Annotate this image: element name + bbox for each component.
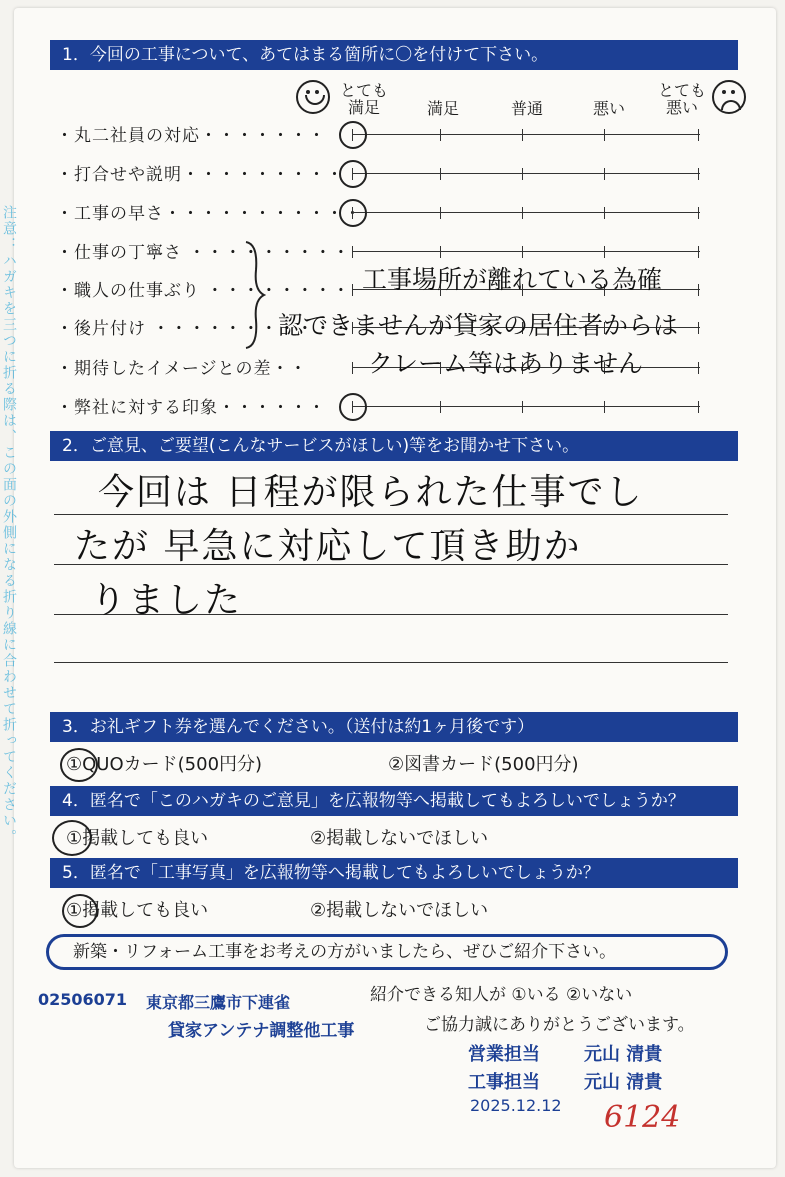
rating-tick[interactable] [522, 168, 523, 180]
rating-tick[interactable] [604, 129, 605, 141]
handwritten-number: 6124 [604, 1100, 681, 1135]
frown-icon [712, 80, 746, 114]
thank-you: ご協力誠にありがとうございます。 [424, 1015, 695, 1035]
rating-tick[interactable] [698, 362, 699, 374]
scale-very-satisfied: とても満足 [340, 81, 389, 117]
brace-icon [244, 240, 266, 350]
rating-tick[interactable] [698, 207, 699, 219]
handwritten-note-3: クレーム等はありません [368, 349, 644, 378]
rating-row-label: ・後片付け ・・・・・・・・・・・ [56, 319, 351, 339]
rating-row-label: ・弊社に対する印象・・・・・・ [56, 398, 326, 418]
q4-option-no[interactable]: ②掲載しないでほしい [310, 828, 489, 849]
rating-tick[interactable] [352, 284, 353, 296]
q3-option-quo[interactable]: ①QUOカード(500円分) [66, 754, 263, 775]
rating-scale-line[interactable] [352, 406, 700, 407]
smile-icon [296, 80, 330, 114]
rating-tick[interactable] [604, 401, 605, 413]
rating-tick[interactable] [522, 246, 523, 258]
rating-row-label: ・打合せや説明・・・・・・・・・ [56, 165, 344, 185]
memo-line [54, 662, 728, 663]
side-note: 注意：ハガキを三つに折る際は、この面の外側になる折り線に合わせて折ってください。 [1, 205, 17, 845]
rating-row-label: ・工事の早さ・・・・・・・・・・・ [56, 204, 362, 224]
rating-tick[interactable] [440, 129, 441, 141]
rating-tick[interactable] [352, 362, 353, 374]
q5-title: 5．匿名で「工事写真」を広報物等へ掲載してもよろしいでしょうか？ [50, 858, 738, 888]
scale-bad: 悪い [592, 99, 625, 118]
selected-circle [339, 199, 367, 227]
handwritten-note-1: 工事場所が離れている為確 [362, 265, 663, 294]
rating-row-label: ・仕事の丁寧さ ・・・・・・・・・ [56, 243, 351, 263]
work-name: 元山 清貴 [584, 1072, 663, 1093]
referral-question: 紹介できる知人が ①いる ②いない [370, 985, 633, 1005]
rating-scale-line[interactable] [352, 134, 700, 135]
rating-tick[interactable] [698, 246, 699, 258]
rating-tick[interactable] [604, 207, 605, 219]
rating-tick[interactable] [604, 168, 605, 180]
date: 2025.12.12 [470, 1096, 562, 1115]
rating-tick[interactable] [352, 246, 353, 258]
rating-row-label: ・丸二社員の対応・・・・・・・ [56, 126, 326, 146]
answer-line-3: りました [90, 580, 243, 621]
rating-tick[interactable] [440, 168, 441, 180]
rating-scale-line[interactable] [352, 173, 700, 174]
rating-row-label: ・期待したイメージとの差・・ [56, 359, 308, 379]
work-label: 工事担当 [468, 1072, 540, 1093]
q3-title: 3．お礼ギフト券を選んでください。（送付は約1ヶ月後です） [50, 712, 738, 742]
address: 東京都三鷹市下連雀 [146, 993, 291, 1012]
q1-title: 1．今回の工事について、あてはまる箇所に〇を付けて下さい。 [50, 40, 738, 70]
rating-scale-line[interactable] [352, 212, 700, 213]
answer-line-2: たが 早急に対応して頂き助か [74, 526, 582, 567]
q2-title: 2．ご意見、ご要望(こんなサービスがほしい)等をお聞かせ下さい。 [50, 431, 738, 461]
q4-option-yes[interactable]: ①掲載しても良い [66, 828, 209, 849]
sales-name: 元山 清貴 [584, 1044, 663, 1065]
q5-option-no[interactable]: ②掲載しないでほしい [310, 900, 489, 921]
rating-tick[interactable] [440, 207, 441, 219]
selected-circle [339, 121, 367, 149]
rating-tick[interactable] [522, 207, 523, 219]
q5-option-yes[interactable]: ①掲載しても良い [66, 900, 209, 921]
selected-circle [339, 160, 367, 188]
scale-satisfied: 満足 [426, 99, 459, 118]
rating-scale-line[interactable] [352, 251, 700, 252]
rating-tick[interactable] [440, 246, 441, 258]
rating-tick[interactable] [698, 168, 699, 180]
rating-tick[interactable] [604, 246, 605, 258]
rating-row-label: ・職人の仕事ぶり ・・・・・・・・ [56, 281, 351, 301]
work-title: 貸家アンテナ調整他工事 [168, 1021, 355, 1041]
rating-tick[interactable] [698, 129, 699, 141]
rating-tick[interactable] [698, 401, 699, 413]
rating-tick[interactable] [440, 401, 441, 413]
rating-tick[interactable] [698, 284, 699, 296]
selected-circle [339, 393, 367, 421]
handwritten-note-2: 認できませんが貸家の居住者からは [278, 311, 679, 340]
sales-label: 営業担当 [468, 1044, 540, 1065]
scale-neutral: 普通 [510, 99, 543, 118]
customer-code: 02506071 [38, 990, 128, 1009]
rating-tick[interactable] [522, 129, 523, 141]
answer-line-1: 今回は 日程が限られた仕事でし [98, 472, 644, 513]
scale-very-bad: とても悪い [658, 81, 707, 117]
referral-banner: 新築・リフォーム工事をお考えの方がいましたら、ぜひご紹介下さい。 [46, 934, 728, 970]
q4-title: 4．匿名で「このハガキのご意見」を広報物等へ掲載してもよろしいでしょうか？ [50, 786, 738, 816]
rating-tick[interactable] [698, 322, 699, 334]
q3-option-tosho[interactable]: ②図書カード(500円分) [388, 754, 579, 775]
rating-tick[interactable] [522, 401, 523, 413]
